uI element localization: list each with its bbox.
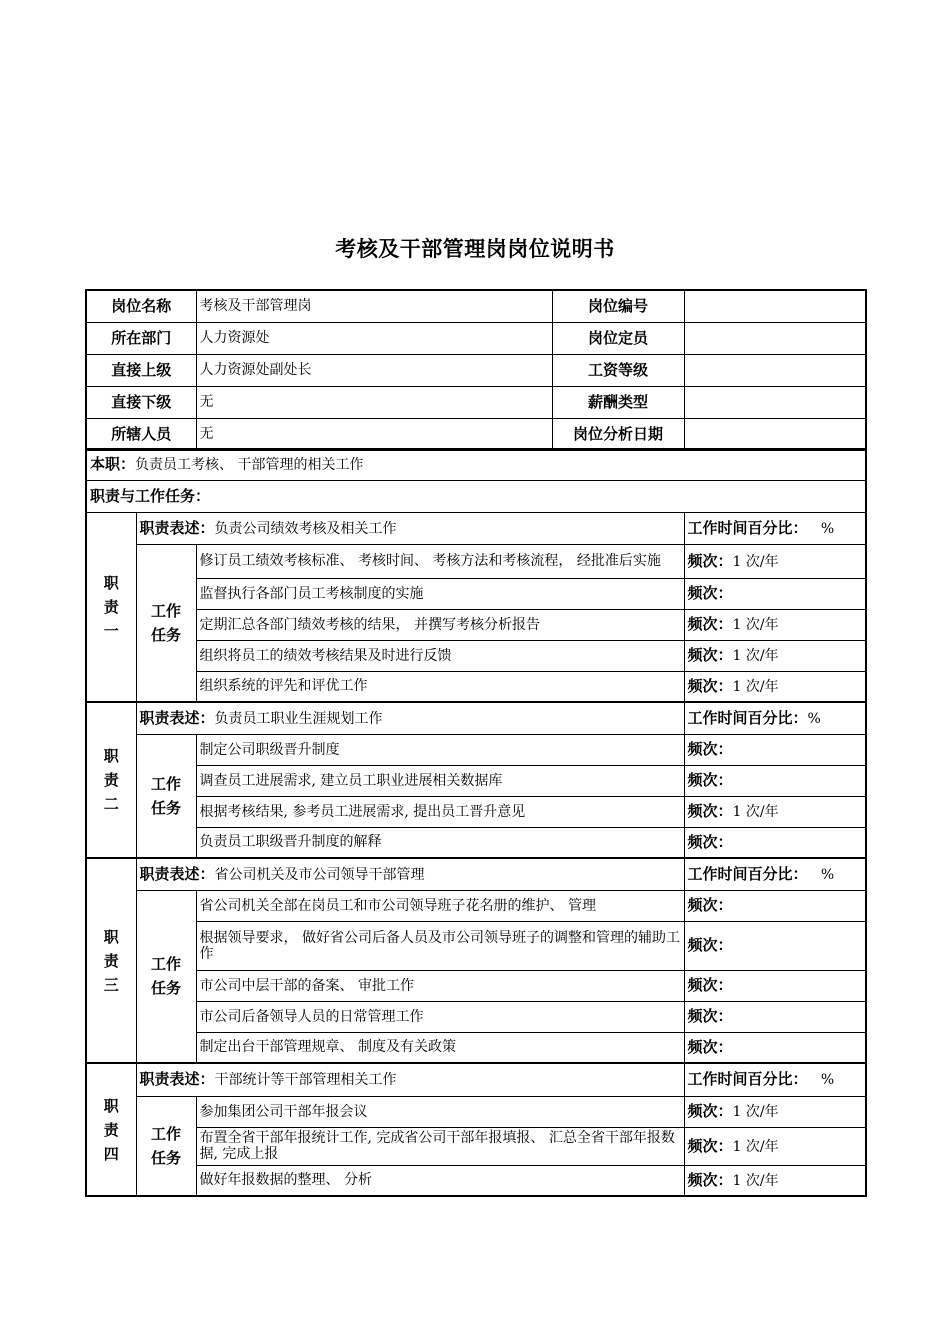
frequency-label: 频次： — [687, 1136, 733, 1155]
info-row — [86, 290, 866, 322]
duty-statement-row — [86, 512, 866, 544]
task-row — [86, 609, 866, 640]
info-row — [86, 322, 866, 354]
info-label-2: 岗位分析日期 — [552, 418, 684, 450]
duty-name-char: 职 — [103, 747, 119, 765]
frequency-label: 频次： — [687, 1007, 733, 1025]
task-row — [86, 1032, 866, 1063]
frequency-value: 1 次/年 — [732, 1104, 779, 1120]
frequency-value: 1 次/年 — [732, 678, 779, 695]
statement-label: 职责表述： — [139, 708, 215, 727]
info-label: 所在部门 — [86, 322, 196, 354]
task-frequency — [684, 671, 866, 702]
frequency-value: 1 次/年 — [732, 617, 779, 633]
info-row — [86, 418, 866, 450]
percent-value: % — [807, 710, 821, 727]
task-frequency — [684, 796, 866, 827]
task-row — [86, 796, 866, 827]
info-value: 无 — [196, 418, 552, 450]
basic-info-table — [85, 289, 867, 451]
frequency-value: 1 次/年 — [732, 1172, 779, 1189]
duty-name-char: 职 — [103, 927, 119, 946]
info-row — [86, 354, 866, 386]
frequency-value: 1 次/年 — [732, 553, 779, 570]
percent-value: % — [807, 866, 835, 883]
task-group-label — [136, 544, 196, 702]
task-row — [86, 890, 866, 921]
duty-name-char: 责 — [103, 1120, 119, 1139]
duty-name-char: 职 — [103, 573, 119, 592]
task-frequency — [684, 734, 866, 765]
task-row — [86, 640, 866, 671]
task-frequency — [684, 640, 866, 671]
duty-name — [86, 702, 136, 858]
task-row — [86, 734, 866, 765]
percent-label: 工作时间百分比： — [687, 864, 808, 883]
duty-percent — [684, 702, 866, 734]
info-value: 考核及干部管理岗 — [196, 290, 552, 322]
task-text: 布置全省干部年报统计工作, 完成省公司干部年报填报、 汇总全省干部年报数据, 完成上报 — [196, 1127, 684, 1165]
duty-statement — [136, 512, 684, 544]
page-title: 考核及干部管理岗岗位说明书 — [335, 237, 615, 261]
duty-statement-row — [86, 702, 866, 734]
frequency-label: 频次： — [687, 615, 733, 633]
task-group-label-line: 任务 — [150, 1148, 181, 1167]
task-text: 定期汇总各部门绩效考核的结果， 并撰写考核分析报告 — [196, 609, 684, 640]
info-value: 人力资源处 — [196, 322, 552, 354]
task-group-label-line: 工作 — [150, 1124, 181, 1143]
frequency-label: 频次： — [687, 676, 733, 695]
task-frequency — [684, 1032, 866, 1063]
tasks-header-row — [86, 480, 866, 512]
task-frequency — [684, 827, 866, 858]
task-group-label-line: 工作 — [150, 955, 181, 974]
statement-label: 职责表述： — [139, 864, 215, 883]
duty-name-char: 责 — [103, 771, 119, 789]
task-text: 负责员工职级晋升制度的解释 — [196, 827, 684, 858]
info-label-2: 工资等级 — [552, 354, 684, 386]
duty-statement-row — [86, 1063, 866, 1096]
duty-statement — [136, 702, 684, 734]
frequency-label: 频次： — [687, 802, 733, 820]
percent-label: 工作时间百分比： — [687, 1070, 808, 1089]
percent-value: % — [807, 520, 835, 537]
task-row — [86, 765, 866, 796]
frequency-label: 频次： — [687, 551, 733, 570]
frequency-label: 频次： — [687, 832, 733, 851]
task-frequency — [684, 1096, 866, 1127]
task-text: 参加集团公司干部年报会议 — [196, 1096, 684, 1127]
info-value-2 — [684, 290, 866, 322]
info-value-2 — [684, 418, 866, 450]
task-text: 做好年报数据的整理、 分析 — [196, 1165, 684, 1196]
info-label: 岗位名称 — [86, 290, 196, 322]
summary-label: 本职： — [90, 455, 136, 474]
frequency-label: 频次： — [687, 936, 733, 954]
task-text: 监督执行各部门员工考核制度的实施 — [196, 578, 684, 609]
task-group-label — [136, 1096, 196, 1196]
duty-statement — [136, 858, 684, 890]
info-label: 直接上级 — [86, 354, 196, 386]
task-frequency — [684, 921, 866, 970]
duty-percent — [684, 512, 866, 544]
task-row — [86, 921, 866, 970]
task-text: 调查员工进展需求, 建立员工职业进展相关数据库 — [196, 765, 684, 796]
summary-row — [86, 449, 866, 480]
frequency-label: 频次： — [687, 1037, 733, 1056]
task-row — [86, 578, 866, 609]
frequency-label: 频次： — [687, 771, 733, 789]
basic-info-body — [86, 290, 866, 450]
info-value: 人力资源处副处长 — [196, 354, 552, 386]
task-text: 根据领导要求， 做好省公司后备人员及市公司领导班子的调整和管理的辅助工作 — [196, 921, 684, 970]
task-row — [86, 1127, 866, 1165]
task-frequency — [684, 1165, 866, 1196]
duties-body — [86, 449, 866, 1196]
info-value-2 — [684, 386, 866, 418]
task-text: 市公司后备领导人员的日常管理工作 — [196, 1001, 684, 1032]
duty-name-char: 三 — [103, 975, 119, 994]
frequency-label: 频次： — [687, 976, 733, 994]
info-label-2: 岗位编号 — [552, 290, 684, 322]
task-row — [86, 1165, 866, 1196]
info-label: 直接下级 — [86, 386, 196, 418]
duty-name — [86, 858, 136, 1063]
info-value: 无 — [196, 386, 552, 418]
frequency-label: 频次： — [687, 646, 733, 664]
task-text: 组织将员工的绩效考核结果及时进行反馈 — [196, 640, 684, 671]
task-text: 根据考核结果, 参考员工进展需求, 提出员工晋升意见 — [196, 796, 684, 827]
duty-name-char: 二 — [103, 795, 119, 813]
task-row — [86, 970, 866, 1001]
duty-name-char: 责 — [103, 951, 119, 970]
duty-percent — [684, 1063, 866, 1096]
frequency-label: 频次： — [687, 1170, 733, 1189]
summary-cell — [86, 449, 866, 480]
task-row — [86, 1096, 866, 1127]
duty-name — [86, 1063, 136, 1196]
frequency-label: 频次： — [687, 896, 733, 914]
statement-text: 干部统计等干部管理相关工作 — [214, 1072, 397, 1089]
statement-label: 职责表述： — [139, 518, 215, 537]
task-row — [86, 1001, 866, 1032]
task-frequency — [684, 970, 866, 1001]
task-row — [86, 827, 866, 858]
summary-text: 负责员工考核、 干部管理的相关工作 — [135, 457, 364, 474]
frequency-value: 1 次/年 — [732, 1138, 779, 1155]
task-frequency — [684, 578, 866, 609]
task-row — [86, 544, 866, 578]
task-group-label-line: 任务 — [150, 979, 181, 998]
task-text: 修订员工绩效考核标准、 考核时间、 考核方法和考核流程， 经批准后实施 — [196, 544, 684, 578]
tasks-header: 职责与工作任务： — [86, 480, 866, 512]
info-label-2: 岗位定员 — [552, 322, 684, 354]
frequency-label: 频次： — [687, 1102, 733, 1120]
task-group-label-line: 任务 — [150, 798, 181, 817]
task-frequency — [684, 890, 866, 921]
task-text: 制定公司职级晋升制度 — [196, 734, 684, 765]
task-group-label-line: 工作 — [150, 601, 181, 620]
statement-label: 职责表述： — [139, 1070, 215, 1089]
statement-text: 负责公司绩效考核及相关工作 — [214, 520, 397, 537]
task-text: 市公司中层干部的备案、 审批工作 — [196, 970, 684, 1001]
duty-statement-row — [86, 858, 866, 890]
duty-name-char: 职 — [103, 1096, 119, 1115]
task-frequency — [684, 1127, 866, 1165]
percent-label: 工作时间百分比： — [687, 518, 808, 537]
statement-text: 负责员工职业生涯规划工作 — [214, 710, 383, 727]
percent-value: % — [807, 1072, 835, 1089]
frequency-value: 1 次/年 — [732, 648, 779, 664]
task-row — [86, 671, 866, 702]
task-text: 制定出台干部管理规章、 制度及有关政策 — [196, 1032, 684, 1063]
frequency-label: 频次： — [687, 584, 733, 602]
task-group-label-line: 任务 — [150, 625, 181, 644]
percent-label: 工作时间百分比： — [687, 708, 808, 727]
duty-name-char: 责 — [103, 597, 119, 616]
duty-name-char: 四 — [103, 1144, 119, 1163]
info-label-2: 薪酬类型 — [552, 386, 684, 418]
duties-table — [85, 448, 867, 1197]
info-row — [86, 386, 866, 418]
duty-name — [86, 512, 136, 702]
task-frequency — [684, 544, 866, 578]
task-group-label-line: 工作 — [150, 774, 181, 793]
task-frequency — [684, 609, 866, 640]
info-value-2 — [684, 322, 866, 354]
task-frequency — [684, 1001, 866, 1032]
duty-statement — [136, 1063, 684, 1096]
task-group-label — [136, 734, 196, 858]
task-text: 组织系统的评先和评优工作 — [196, 671, 684, 702]
frequency-value: 1 次/年 — [732, 804, 779, 820]
duty-name-char: 一 — [103, 621, 119, 640]
info-value-2 — [684, 354, 866, 386]
frequency-label: 频次： — [687, 740, 733, 758]
duty-percent — [684, 858, 866, 890]
task-group-label — [136, 890, 196, 1063]
info-label: 所辖人员 — [86, 418, 196, 450]
task-text: 省公司机关全部在岗员工和市公司领导班子花名册的维护、 管理 — [196, 890, 684, 921]
statement-text: 省公司机关及市公司领导干部管理 — [214, 866, 425, 883]
task-frequency — [684, 765, 866, 796]
